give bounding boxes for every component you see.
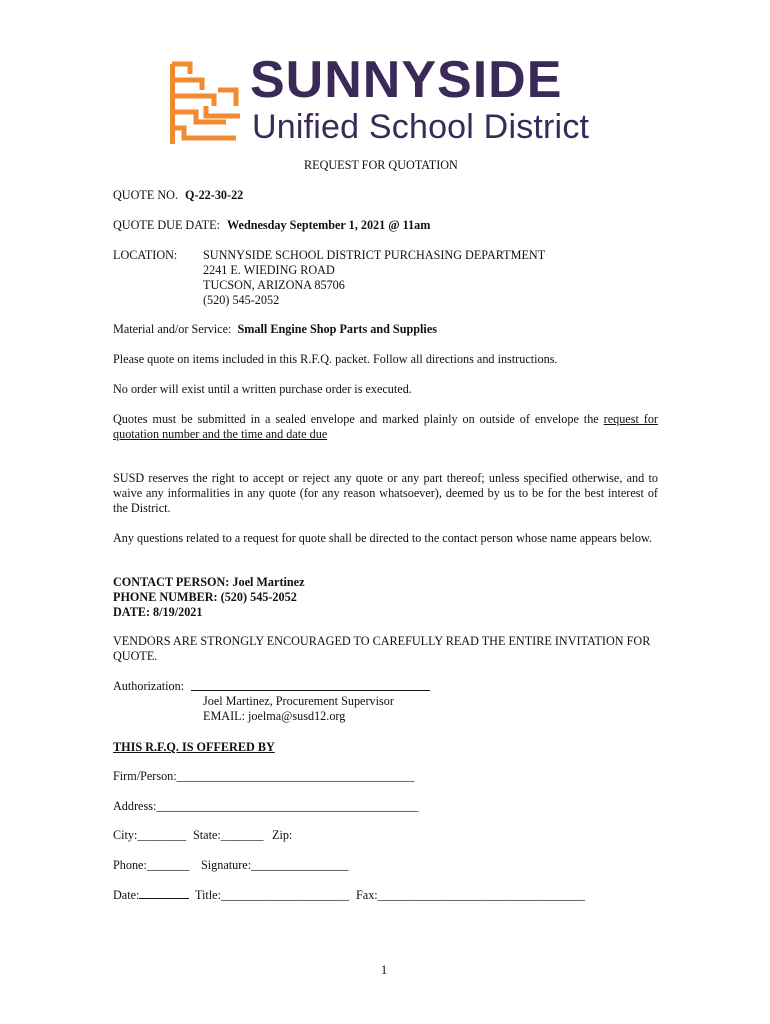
fax-field[interactable]: Fax:__________________________________ <box>356 888 585 902</box>
city-field[interactable]: City:________ <box>113 828 187 842</box>
material-label: Material and/or Service: <box>113 322 232 336</box>
purchase-order-paragraph: No order will exist until a written purchase order is executed. <box>113 382 412 396</box>
title-field[interactable]: Title:_____________________ <box>195 888 349 902</box>
firm-person-field[interactable]: Firm/Person:_______________________________________ <box>113 769 415 783</box>
authorization-label: Authorization: <box>113 679 185 693</box>
authorization-signature-line <box>191 690 430 691</box>
sealed-envelope-paragraph <box>113 412 658 442</box>
instructions-paragraph: Please quote on items included in this R.F.Q. packet. Follow all directions and instructions. <box>113 352 558 366</box>
material-value: Small Engine Shop Parts and Supplies <box>237 322 437 336</box>
sealed-envelope-underlined: request for quotation number and the time and date due <box>113 412 658 441</box>
quote-number-value: Q-22-30-22 <box>185 188 244 202</box>
zip-field[interactable]: Zip: <box>272 828 293 842</box>
state-field[interactable]: State:_______ <box>193 828 264 842</box>
location-line: (520) 545-2052 <box>203 293 280 307</box>
date-line <box>139 898 189 899</box>
address-field[interactable]: Address:___________________________________________ <box>113 799 419 813</box>
phone-field[interactable]: Phone:_______ <box>113 858 190 872</box>
authorization-email: EMAIL: joelma@susd12.org <box>203 709 346 723</box>
vendors-note: VENDORS ARE STRONGLY ENCOURAGED TO CAREFULLY READ THE ENTIRE INVITATION FOR QUOTE. <box>113 634 651 663</box>
logo-subtitle: Unified School District <box>252 108 590 146</box>
offered-by-heading: THIS R.F.Q. IS OFFERED BY <box>113 740 275 754</box>
questions-paragraph: Any questions related to a request for quote shall be directed to the contact person whose name appears below. <box>113 531 653 545</box>
date-label: Date: <box>113 888 140 902</box>
location-line: SUNNYSIDE SCHOOL DISTRICT PURCHASING DEPARTMENT <box>203 248 546 262</box>
quote-number-line <box>113 188 243 203</box>
page-number: 1 <box>381 963 388 977</box>
contact-person: CONTACT PERSON: Joel Martinez <box>113 575 305 589</box>
location-line: 2241 E. WIEDING ROAD <box>203 263 335 277</box>
date-field[interactable] <box>113 888 189 903</box>
signature-field[interactable]: Signature:________________ <box>201 858 349 872</box>
sealed-envelope-text: Quotes must be submitted in a sealed envelope and marked plainly on outside of envelope the <box>113 412 604 426</box>
reserves-right-paragraph: SUSD reserves the right to accept or reject any quote or any part thereof; unless specified otherwise, and to waive any informalities in any quote (for any reason whatsoever), deemed by us to be for the best interest of the District. <box>113 471 658 515</box>
sun-mark-icon <box>166 58 246 150</box>
authorization-name: Joel Martinez, Procurement Supervisor <box>203 694 394 708</box>
document-heading: REQUEST FOR QUOTATION <box>304 158 458 172</box>
location-label: LOCATION: <box>113 248 178 262</box>
due-date-label: QUOTE DUE DATE: <box>113 218 220 232</box>
quote-number-label: QUOTE NO. <box>113 188 178 202</box>
due-date-line <box>113 218 430 233</box>
contact-phone: PHONE NUMBER: (520) 545-2052 <box>113 590 297 604</box>
district-logo <box>166 51 606 150</box>
logo-name: SUNNYSIDE <box>250 51 563 109</box>
location-line: TUCSON, ARIZONA 85706 <box>203 278 345 292</box>
due-date-value: Wednesday September 1, 2021 @ 11am <box>227 218 431 232</box>
contact-date: DATE: 8/19/2021 <box>113 605 203 619</box>
material-line <box>113 322 437 337</box>
